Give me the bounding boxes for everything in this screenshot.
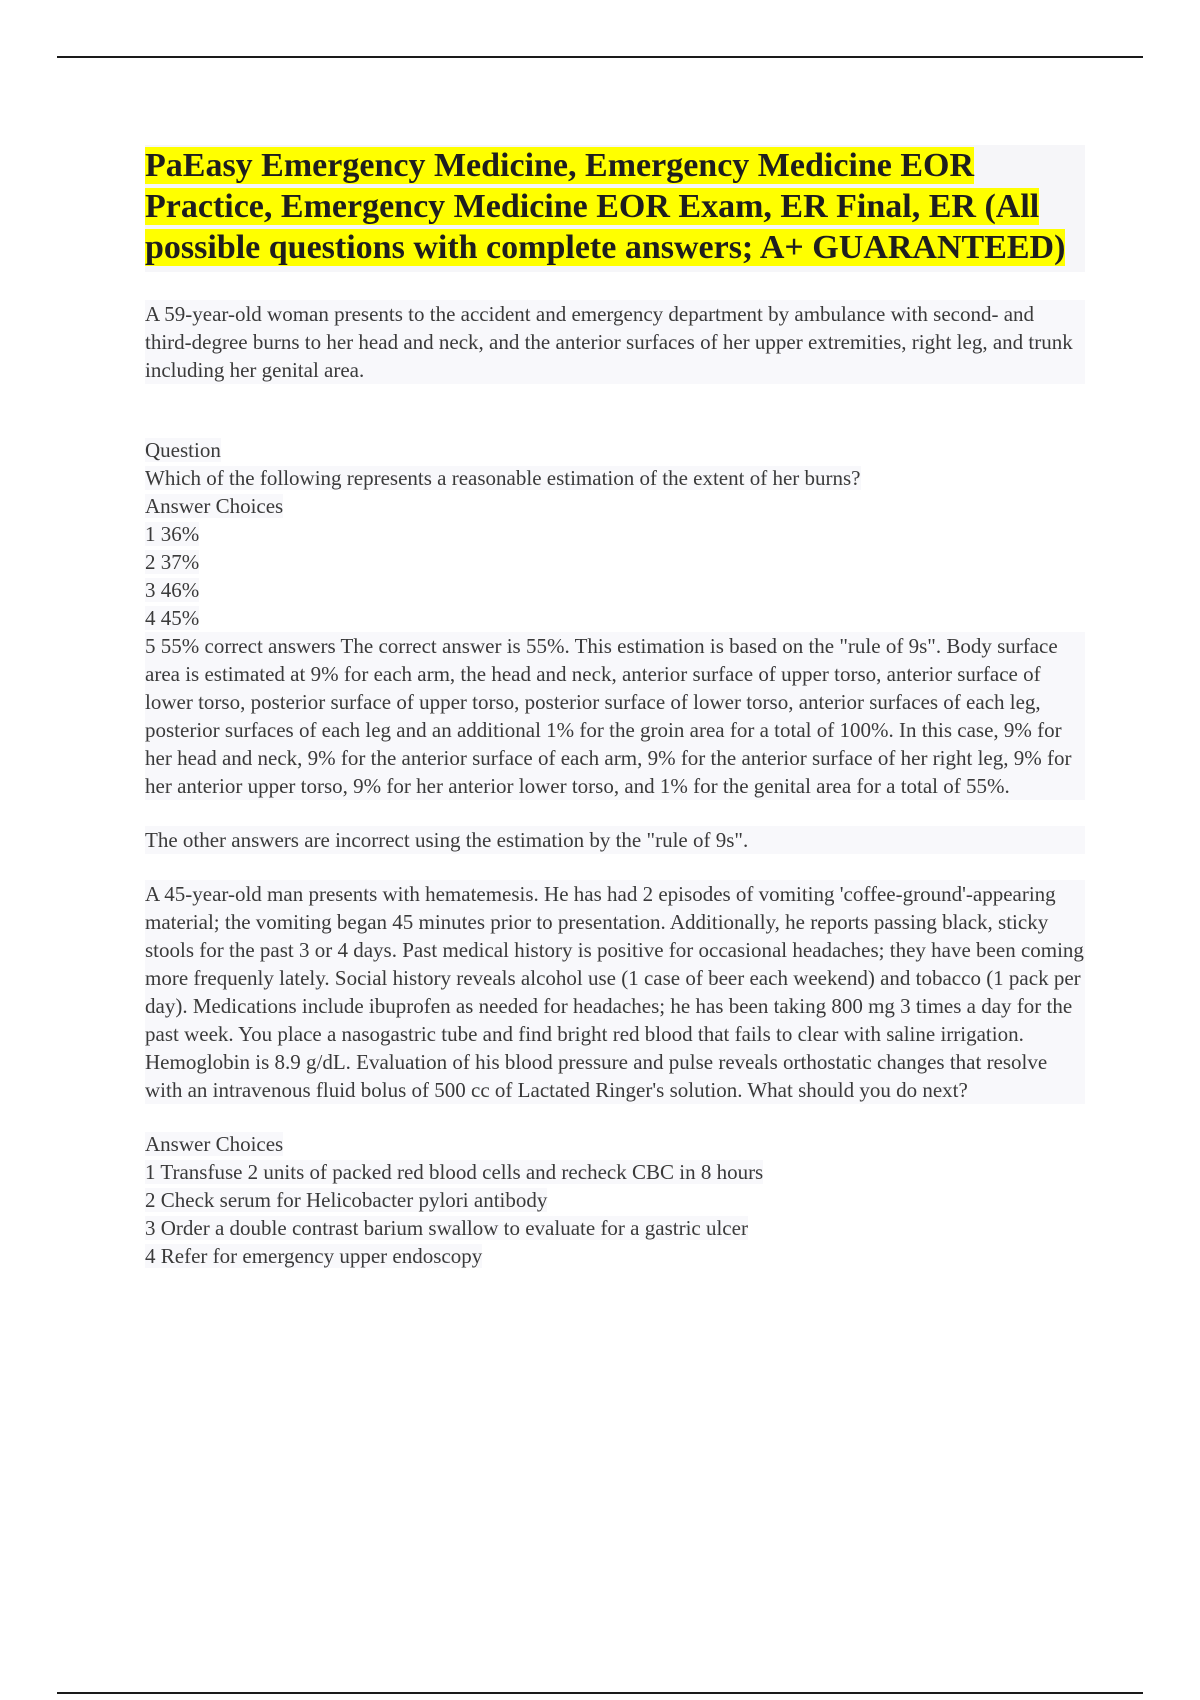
document-body	[145, 145, 1085, 1270]
case1-stem: A 59-year-old woman presents to the accident and emergency department by ambulance with second- and third-degree burns to her head and neck, and the anterior surfaces of her upper extremities, right leg, and trunk including her genital area.	[145, 300, 1085, 384]
case1-question-block	[145, 436, 1085, 800]
answer-choice-3: 3 46%	[145, 578, 200, 602]
header-rule	[57, 56, 1143, 58]
answer-choice-2: 2 Check serum for Helicobacter pylori antibody	[145, 1188, 548, 1212]
answer-explanation: 5 55% correct answers The correct answer is 55%. This estimation is based on the "rule of 9s". Body surface area is estimated at 9% for each arm, the head and neck, anterior surface of upper torso, anterior surface of lower torso, posterior surface of upper torso, posterior surface of lower torso, anterior surfaces of each leg, posterior surfaces of each leg and an additional 1% for the groin area for a total of 100%. In this case, 9% for her head and neck, 9% for the anterior surface of each arm, 9% for the anterior surface of her right leg, 9% for her anterior upper torso, 9% for her anterior lower torso, and 1% for the genital area for a total of 55%.	[145, 632, 1085, 800]
answer-choice-4: 4 45%	[145, 606, 200, 630]
question-label: Question	[145, 438, 221, 462]
case2-choices-block	[145, 1130, 1085, 1270]
answer-choice-1: 1 Transfuse 2 units of packed red blood cells and recheck CBC in 8 hours	[145, 1160, 764, 1184]
answer-choice-4: 4 Refer for emergency upper endoscopy	[145, 1244, 483, 1268]
question-text: Which of the following represents a reasonable estimation of the extent of her burns?	[145, 466, 861, 490]
answer-choice-1: 1 36%	[145, 522, 200, 546]
answer-choices-label: Answer Choices	[145, 1132, 284, 1156]
answer-choices-label: Answer Choices	[145, 494, 284, 518]
answer-choice-3: 3 Order a double contrast barium swallow to evaluate for a gastric ulcer	[145, 1216, 748, 1240]
document-title: PaEasy Emergency Medicine, Emergency Medicine EOR Practice, Emergency Medicine EOR Exam, ER Final, ER (All possible questions with complete answers; A+ GUARANTEED)	[145, 147, 1066, 266]
answer-choice-2: 2 37%	[145, 550, 200, 574]
footer-rule	[57, 1692, 1143, 1694]
case2-stem: A 45-year-old man presents with hematemesis. He has had 2 episodes of vomiting 'coffee-ground'-appearing material; the vomiting began 45 minutes prior to presentation. Additionally, he reports passing black, sticky stools for the past 3 or 4 days. Past medical history is positive for occasional headaches; they have been coming more frequenly lately. Social history reveals alcohol use (1 case of beer each weekend) and tobacco (1 pack per day). Medications include ibuprofen as needed for headaches; he has been taking 800 mg 3 times a day for the past week. You place a nasogastric tube and find bright red blood that fails to clear with saline irrigation. Hemoglobin is 8.9 g/dL. Evaluation of his blood pressure and pulse reveals orthostatic changes that resolve with an intravenous fluid bolus of 500 cc of Lactated Ringer's solution. What should you do next?	[145, 882, 1084, 1102]
other-answers-note: The other answers are incorrect using the estimation by the "rule of 9s".	[145, 826, 1085, 854]
title-block	[145, 145, 1085, 272]
